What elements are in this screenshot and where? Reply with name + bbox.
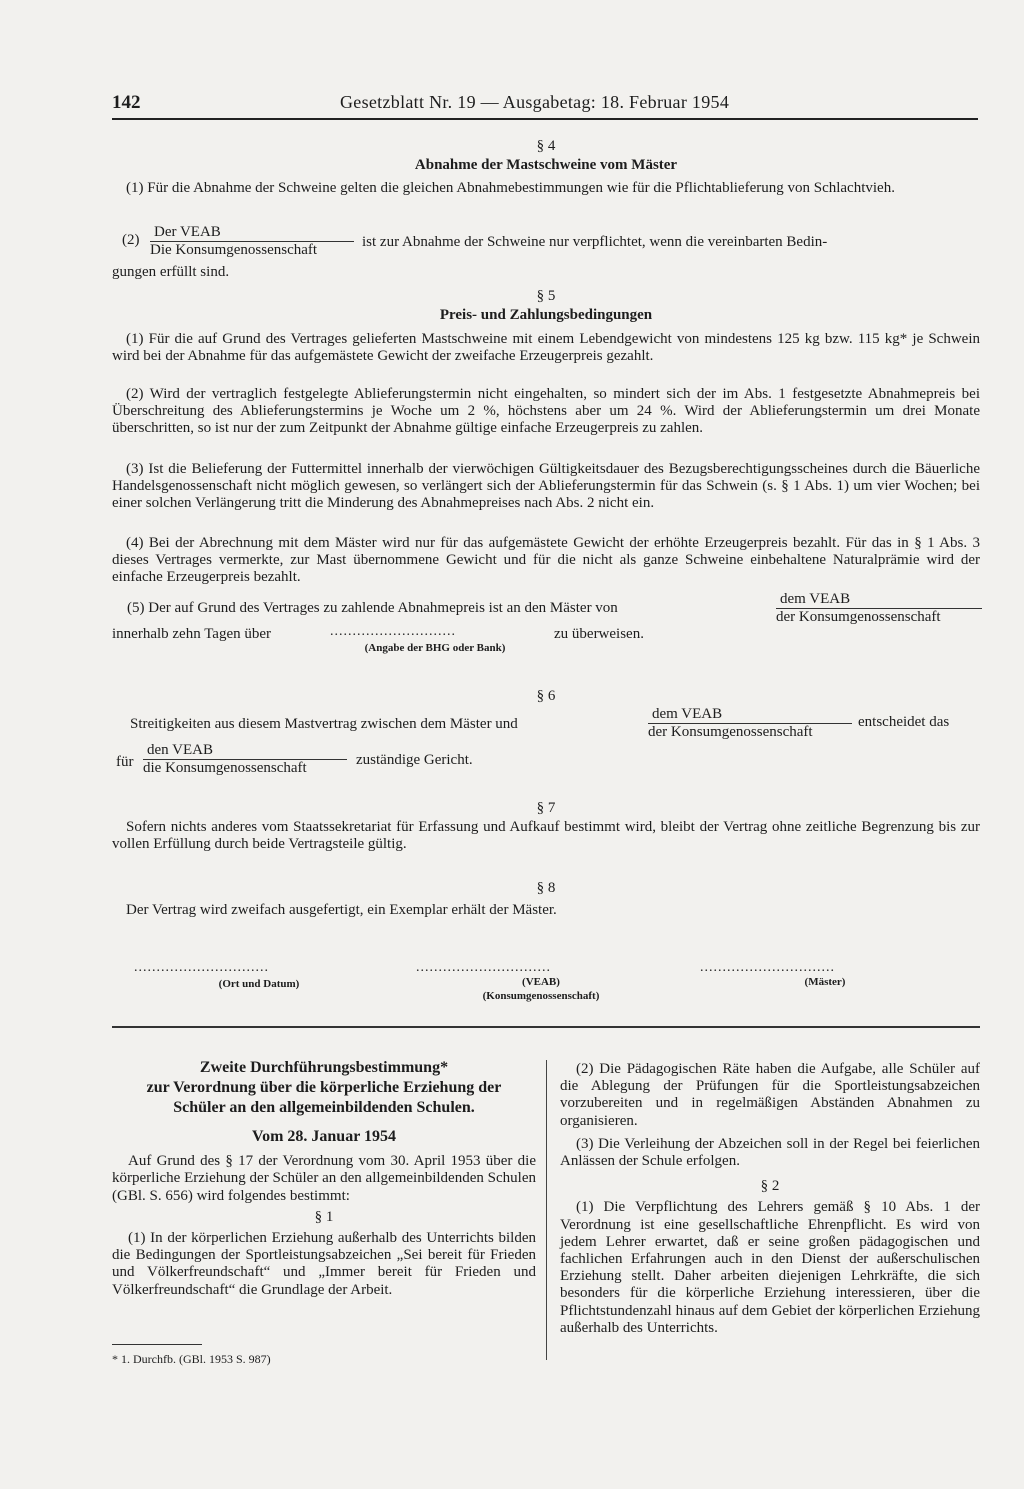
ordinance-title-1: Zweite Durchführungsbestimmung* [199,1059,449,1076]
section-5-para-3: (3) Ist die Belieferung der Futtermittel innerhalb der vierwöchigen Gültigkeitsdauer des Bezugsberechtigungsscheines durch die Bäuerliche Handelsgenossenschaft nicht möglich gewesen, so verlängert sich der Ablieferungstermin für das Schwein (s. § 1 Abs. 1) um vier Wochen; bei einer solchen Verlängerung tritt die Minderung des Abnahmepreises nach Abs. 2 nicht ein. [112,461,980,511]
section-4-para-2-prefix: (2) [122,232,140,248]
footnote: * 1. Durchfb. (GBl. 1953 S. 987) [112,1352,271,1366]
fraction-bottom: die Konsumgenossenschaft [143,760,307,776]
section-5-para-2: (2) Wird der vertraglich festgelegte Ablieferungstermin nicht eingehalten, so mindert sich der im Abs. 1 festgesetzte Abnahmepreis bei Überschreitung des Ablieferungstermins je Woche um 2 %, höchstens aber um 24 %. Wird der Ablieferungstermin um drei Monate überschritten, so ist nur der zum Zeitpunkt der Abnahme gültige einfache Erzeugerpreis zu zahlen. [112,386,980,436]
ordinance-section-1-para-2: (2) Die Pädagogischen Räte haben die Aufgabe, alle Schüler auf die Ablegung der Prüfungen für die Sportleistungsabzeichen vorzubereiten und in regelmäßigen Abständen Abnahmen zu organisieren. [560,1061,980,1129]
fraction-bottom: der Konsumgenossenschaft [776,609,941,625]
section-5-fraction [776,591,982,626]
section-5-heading: § 5 [536,288,556,304]
header-rule [112,118,978,120]
section-6-text-b: entscheidet das [858,714,950,730]
ordinance-section-2-heading: § 2 [760,1178,780,1195]
section-4-title: Abnahme der Mastschweine vom Mäster [414,157,678,173]
fraction-top: dem VEAB [648,706,852,724]
section-6-heading: § 6 [536,688,556,704]
section-5-para-5-text: (5) Der auf Grund des Vertrages zu zahlende Abnahmepreis ist an den Mäster von [127,600,618,616]
section-divider [112,1026,980,1028]
section-5-para-5-line2: innerhalb zehn Tagen über [112,626,272,642]
ordinance-intro: Auf Grund des § 17 der Verordnung vom 30. April 1953 über die körperliche Erziehung der Schüler an den allgemeinbildenden Schulen (GBl. S. 656) wird folgendes bestimmt: [112,1153,536,1204]
section-5-para-5-end: zu überweisen. [554,626,644,642]
section-4-para-2-text: ist zur Abnahme der Schweine nur verpflichtet, wenn die vereinbarten Bedin- [362,234,828,250]
ordinance-title-3: Schüler an den allgemeinbildenden Schulen. [173,1099,475,1116]
section-4-fraction [150,224,354,259]
section-6-fraction-a [648,706,852,741]
signature-line-veab: .............................. [416,960,551,975]
column-rule [546,1060,547,1360]
section-5-title: Preis- und Zahlungsbedingungen [439,307,653,323]
ordinance-date: Vom 28. Januar 1954 [251,1128,397,1145]
fraction-top: den VEAB [143,742,347,760]
signature-caption-place-date: (Ort und Datum) [218,978,300,990]
ordinance-section-1-para-1: (1) In der körperlichen Erziehung außerhalb des Unterrichts bilden die Bedingungen der Sportleistungsabzeichen „Sei bereit für Frieden und Völkerfreundschaft“ und „Immer bereit für Frieden und Völkerfreundschaft“ die Grundlage der Arbeit. [112,1230,536,1298]
signature-line-maester: .............................. [700,960,835,975]
left-column [112,1058,536,1299]
ordinance-section-1-para-3: (3) Die Verleihung der Abzeichen soll in der Regel bei feierlichen Anlässen der Schule erfolgen. [560,1135,980,1170]
bank-caption: (Angabe der BHG oder Bank) [364,642,506,654]
section-8-para-1: Der Vertrag wird zweifach ausgefertigt, ein Exemplar erhält der Mäster. [126,902,557,918]
footnote-rule [112,1344,202,1345]
section-4-heading: § 4 [536,138,556,154]
ordinance-section-1-heading: § 1 [314,1208,334,1225]
section-4-para-1: (1) Für die Abnahme der Schweine gelten die gleichen Abnahmebestimmungen wie für die Pflichtablieferung von Schlachtvieh. [126,180,895,196]
section-8-heading: § 8 [536,880,556,896]
fraction-bottom: Die Konsumgenossenschaft [150,242,318,258]
signature-caption-konsum: (Konsumgenossenschaft) [482,990,600,1002]
bank-blank-line: ............................ [330,624,456,639]
section-7-para-1: Sofern nichts anderes vom Staatssekretariat für Erfassung und Aufkauf bestimmt wird, bleibt der Vertrag ohne zeitliche Begrenzung bis zur vollen Erfüllung durch beide Vertragsteile gültig. [112,819,980,852]
ordinance-title-2: zur Verordnung über die körperliche Erziehung der [146,1079,502,1096]
section-4-para-2-cont: gungen erfüllt sind. [112,264,230,280]
signature-caption-maester: (Mäster) [804,976,846,988]
page-number: 142 [112,92,141,113]
fraction-bottom: der Konsumgenossenschaft [648,724,813,740]
fraction-top: Der VEAB [150,224,354,242]
page-header-title: Gesetzblatt Nr. 19 — Ausgabetag: 18. Februar 1954 [340,92,730,112]
section-5-para-4: (4) Bei der Abrechnung mit dem Mäster wird nur für das aufgemästete Gewicht der erhöhte Erzeugerpreis bezahlt. Für das in § 1 Abs. 3 dieses Vertrages vermerkte, zur Mast übernommene Gewicht und für die nicht als ganze Schweine einbehaltene Naturalprämie wird der einfache Erzeugerpreis bezahlt. [112,535,980,585]
section-6-text-a: Streitigkeiten aus diesem Mastvertrag zwischen dem Mäster und [130,716,518,732]
ordinance-section-2-para-1: (1) Die Verpflichtung des Lehrers gemäß § 10 Abs. 1 der Verordnung ist eine gesellschaftliche Ehrenpflicht. Es wird von jedem Lehrer erwartet, daß er seine großen pädagogischen und fachlichen Erfahrungen auch in den Dienst der außerschulischen Erziehung stellt. Daher arbeiten diejenigen Lehrkräfte, die sich besonders für die körperliche Erziehung interessieren, über die Pflichtstundenzahl hinaus auf dem Gebiet der körperlichen Erziehung außerhalb des Unterrichts. [560,1199,980,1336]
signature-caption-veab: (VEAB) [522,976,560,988]
section-7-heading: § 7 [536,800,556,816]
section-6-prefix-c: für [116,754,134,770]
section-6-text-c: zuständige Gericht. [356,752,473,768]
signature-line-place-date: .............................. [134,960,269,975]
fraction-top: dem VEAB [776,591,982,609]
section-5-para-1: (1) Für die auf Grund des Vertrages gelieferten Mastschweine mit einem Lebendgewicht von mindestens 125 kg bzw. 115 kg* je Schwein wird bei der Abnahme für das aufgemästete Gewicht der zweifache Erzeugerpreis gezahlt. [112,331,980,364]
right-column [560,1061,980,1337]
section-6-fraction-c [143,742,347,777]
